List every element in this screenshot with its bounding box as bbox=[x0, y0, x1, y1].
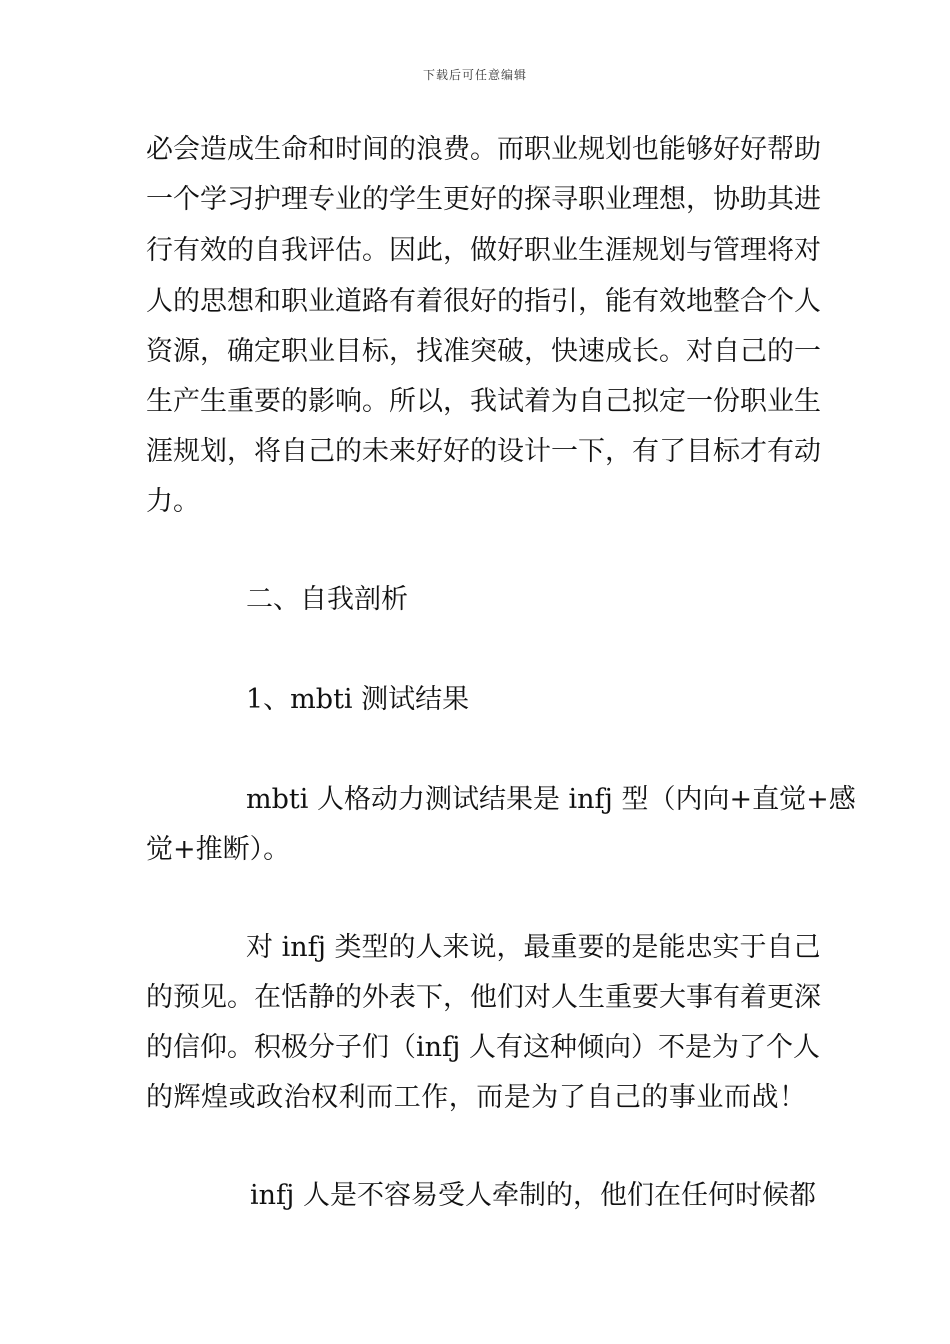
paragraph-line: 的辉煌或政治权利而工作，而是为了自己的事业而战！ bbox=[146, 1082, 806, 1113]
subsection-heading: 1、mbti 测试结果 bbox=[246, 684, 470, 715]
paragraph-line: 对 infj 类型的人来说，最重要的是能忠实于自己 bbox=[246, 932, 821, 963]
paragraph-line: 资源，确定职业目标，找准突破，快速成长。对自己的一 bbox=[146, 336, 821, 367]
paragraph-line: 涯规划，将自己的未来好好的设计一下，有了目标才有动 bbox=[146, 436, 821, 467]
paragraph-line: 的预见。在恬静的外表下，他们对人生重要大事有着更深 bbox=[146, 982, 821, 1013]
paragraph-line: 一个学习护理专业的学生更好的探寻职业理想，协助其进 bbox=[146, 184, 821, 215]
page-header: 下载后可任意编辑 bbox=[422, 68, 527, 82]
paragraph-line: 的信仰。积极分子们（infj 人有这种倾向）不是为了个人 bbox=[146, 1032, 820, 1063]
paragraph-line: 行有效的自我评估。因此，做好职业生涯规划与管理将对 bbox=[146, 235, 821, 266]
paragraph-line: 必会造成生命和时间的浪费。而职业规划也能够好好帮助 bbox=[146, 134, 821, 165]
paragraph-line: 人的思想和职业道路有着很好的指引，能有效地整合个人 bbox=[146, 286, 821, 317]
section-heading: 二、自我剖析 bbox=[246, 584, 408, 615]
paragraph-line: 觉+推断）。 bbox=[146, 834, 291, 865]
paragraph-line: 力。 bbox=[146, 486, 200, 517]
paragraph-line: infj 人是不容易受人牵制的，他们在任何时候都 bbox=[250, 1180, 816, 1211]
paragraph-line: mbti 人格动力测试结果是 infj 型（内向+直觉+感 bbox=[246, 784, 856, 815]
paragraph-line: 生产生重要的影响。所以，我试着为自己拟定一份职业生 bbox=[146, 386, 821, 417]
